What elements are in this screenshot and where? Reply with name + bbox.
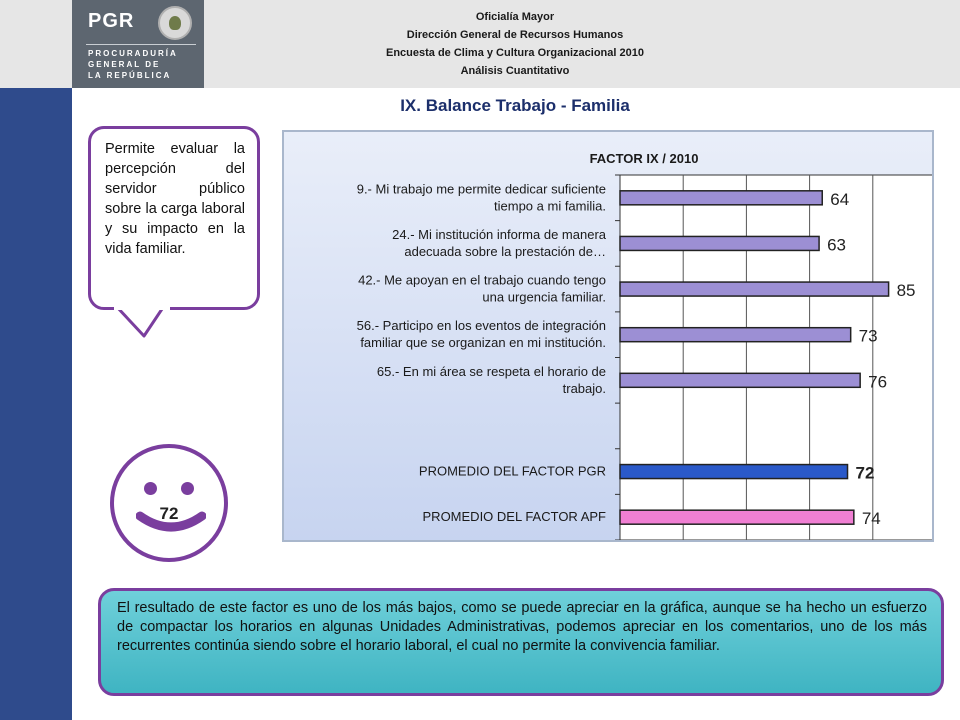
smiley-eye [144,482,157,495]
category-label: familiar que se organizan en mi institución. [360,335,606,351]
category-label: 42.- Me apoyan en el trabajo cuando tengo [358,272,606,288]
page-title: IX. Balance Trabajo - Familia [400,96,630,115]
bar-value-label: 72 [855,463,875,483]
category-label: una urgencia familiar. [482,289,606,305]
factor-chart [282,130,934,542]
header-line-analysis: Análisis Cuantitativo [460,65,570,77]
factor-score: 72 [159,504,179,523]
callout-bubble [88,126,260,310]
category-label: 56.- Participo en los eventos de integración [356,318,606,334]
smiley-face-icon [110,444,228,562]
bar-value-label: 76 [868,372,888,392]
bar-value-label: 73 [858,326,878,346]
callout-text: Permite evaluar la percepción del servidor público sobre la carga laboral y su impacto en la vida familiar. [105,141,245,257]
coat-of-arms-icon [158,6,192,40]
logo-subtext-line: PROCURADURÍA [88,49,178,58]
bar [620,510,854,524]
header-line-survey: Encuesta de Clima y Cultura Organizacional 2010 [386,47,644,59]
callout-tail [114,306,174,340]
bar-value-label: 74 [861,509,881,529]
header-line-directorate: Dirección General de Recursos Humanos [406,29,624,41]
smiley-eye [181,482,194,495]
bar [620,191,822,205]
header-lines [250,8,780,80]
category-label: PROMEDIO DEL FACTOR APF [422,509,606,525]
category-label: PROMEDIO DEL FACTOR PGR [418,463,606,479]
plot-area [620,175,932,540]
bar-value-label: 64 [830,189,850,209]
category-label: tiempo a mi familia. [494,198,606,214]
logo-subtext-line: LA REPÚBLICA [88,71,172,80]
left-stripe [0,88,72,720]
bar [620,236,819,250]
category-label: 24.- Mi institución informa de manera [392,226,606,242]
pgr-logo [72,0,204,88]
logo-subtext-line: GENERAL DE [88,60,161,69]
conclusion-text: El resultado de este factor es uno de los más bajos, como se puede apreciar en la gráfica, aunque se ha hecho un esfuerzo de compactar los horarios en algunas Unidades Administrativas, podemos apreciar en los comentarios, uno de los más recurrentes continúa siendo sobre el horario laboral, el cual no permite la convivencia familiar. [117,600,927,654]
bar-value-label: 63 [827,235,847,255]
header-line-office: Oficialía Mayor [475,11,555,23]
bar [620,328,851,342]
logo-name: PGR [88,10,135,32]
category-label: adecuada sobre la prestación de… [404,243,606,259]
conclusion-box [98,588,944,696]
logo-divider [86,44,196,45]
logo-subtext [88,48,178,81]
category-label: trabajo. [562,380,606,396]
category-label: 65.- En mi área se respeta el horario de [376,363,606,379]
chart-title: FACTOR IX / 2010 [589,151,699,166]
chart-canvas [284,132,932,540]
bar-value-label: 85 [896,281,916,301]
bar [620,373,860,387]
category-label: 9.- Mi trabajo me permite dedicar suficiente [356,181,606,197]
bar [620,465,848,479]
bar [620,282,889,296]
